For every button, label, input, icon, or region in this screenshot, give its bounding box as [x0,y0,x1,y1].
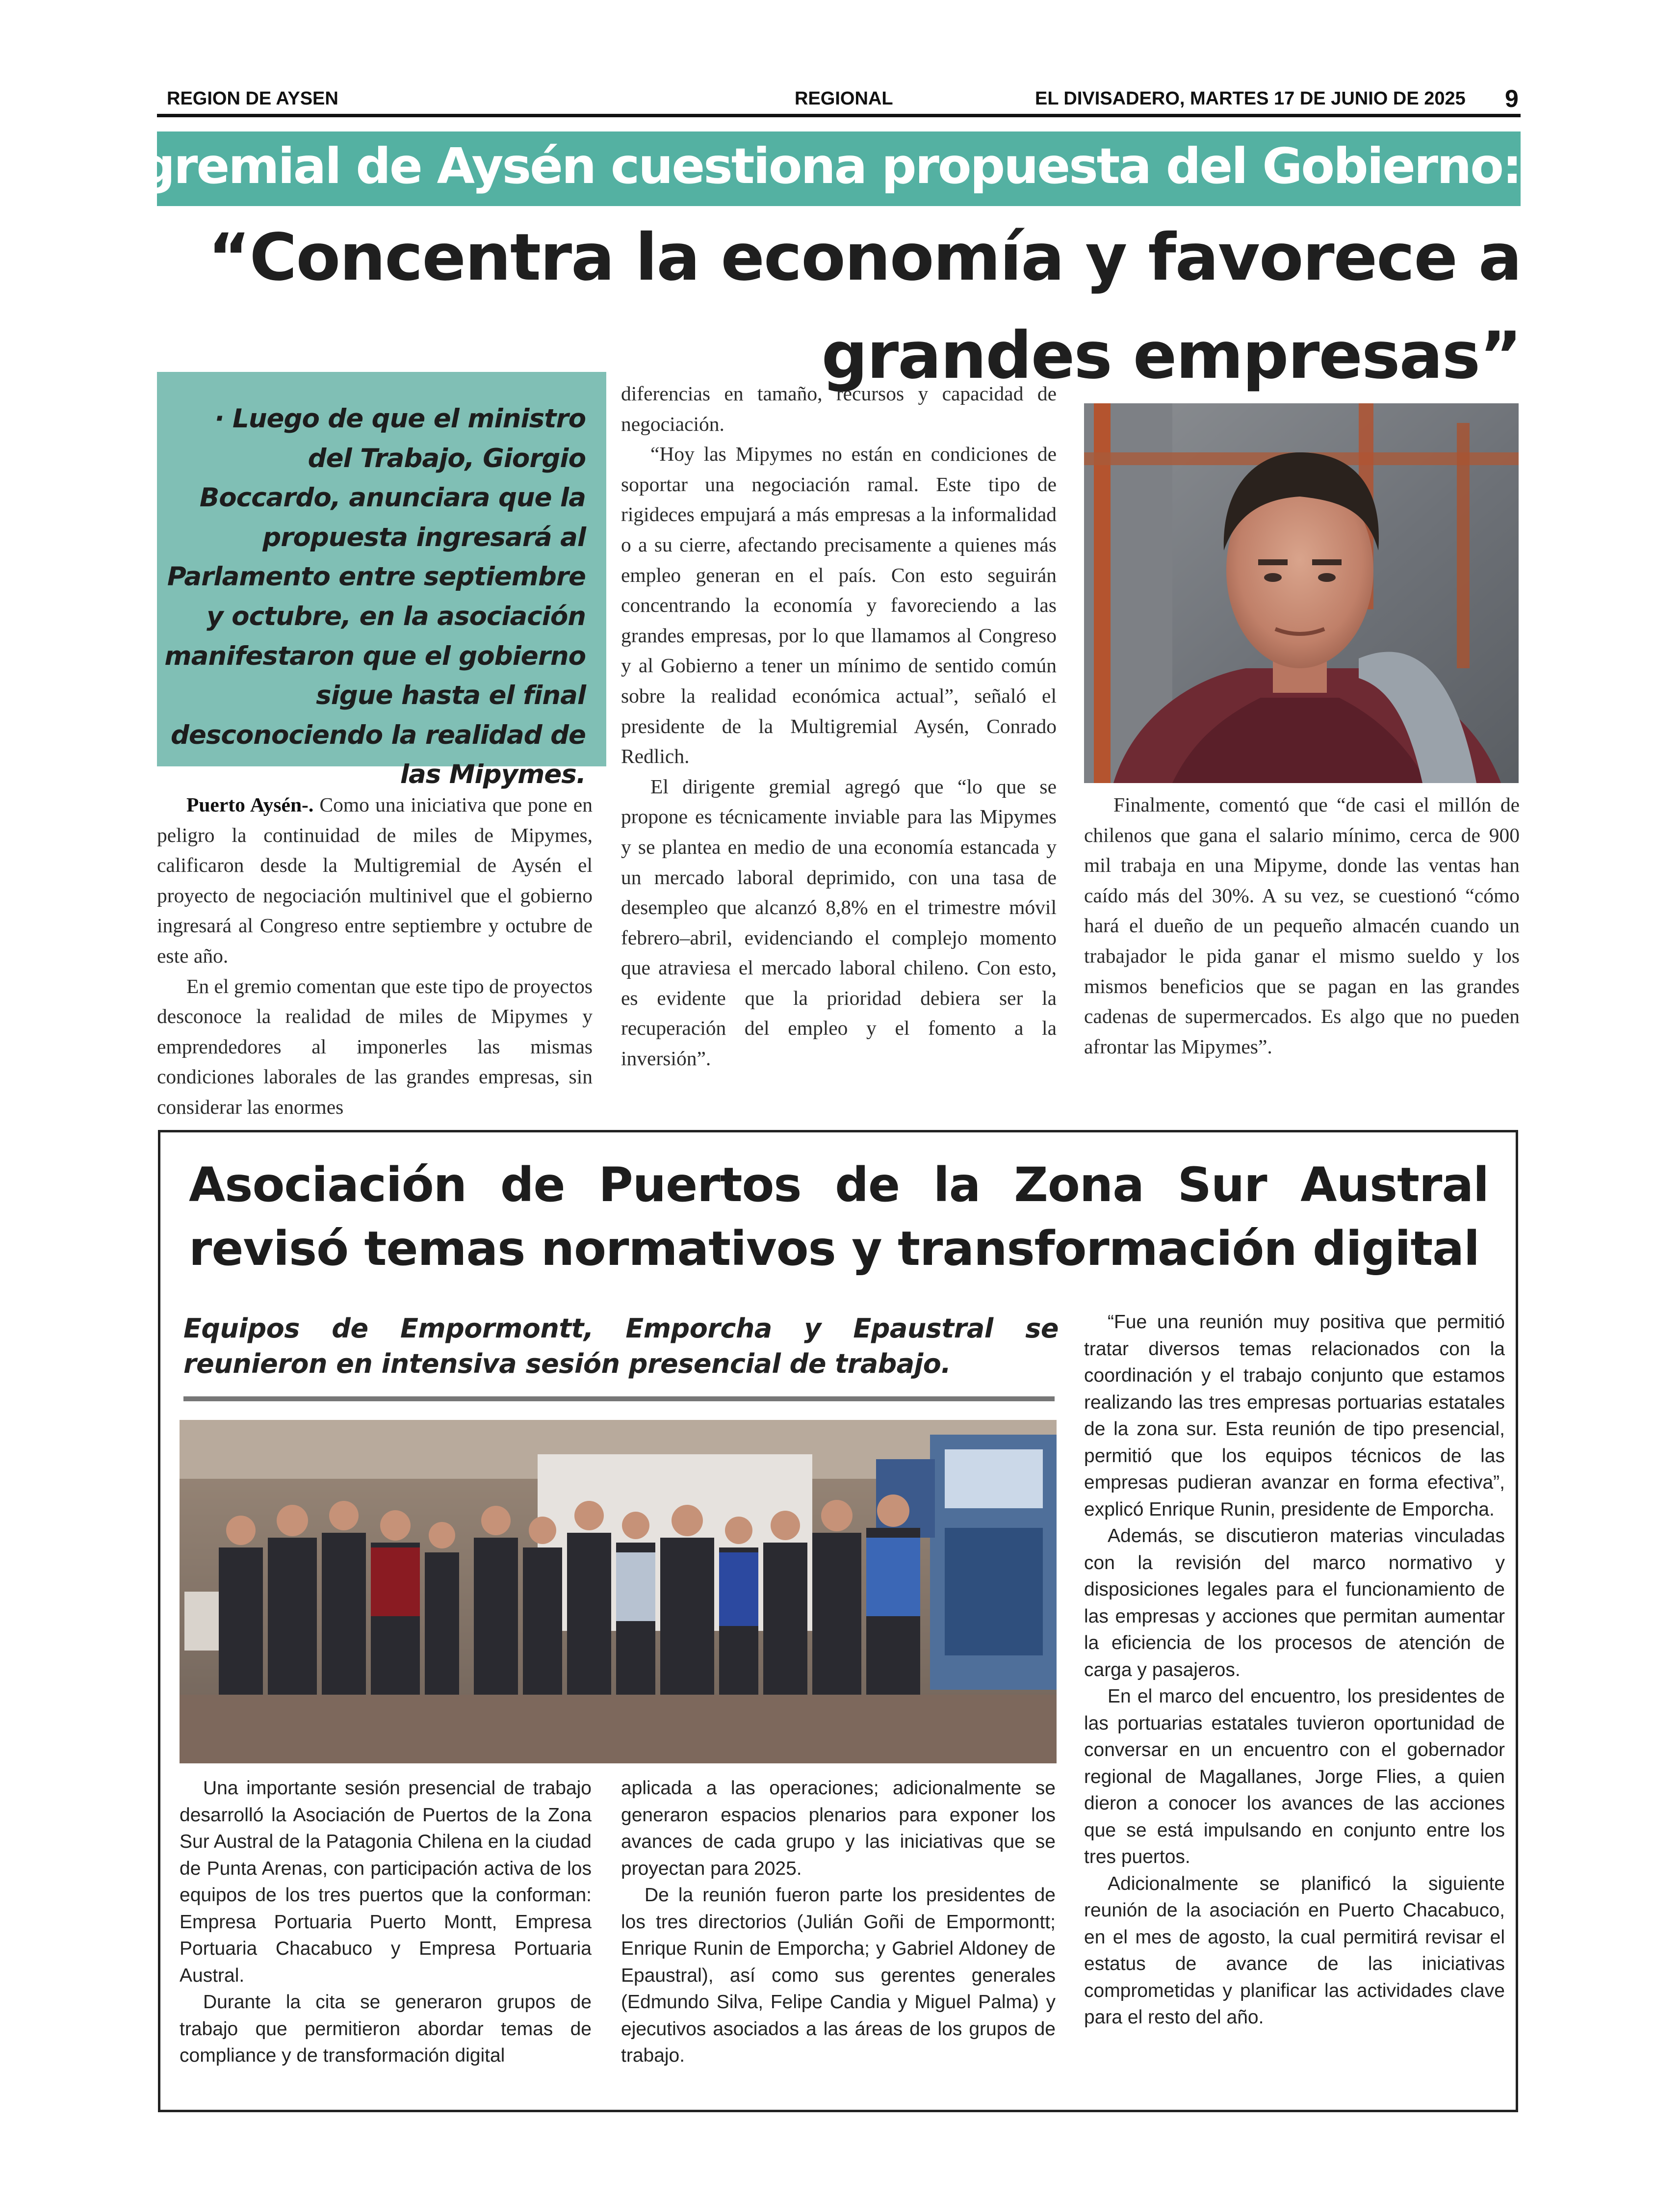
paragraph: El dirigente gremial agregó que “lo que se propone es técnicamente inviable para las Mipymes y se plantea en medio de una economía estancada y un mercado laboral deprimido, con una tasa de desempleo que alcanzó 8,8% en el trimestre móvil febrero–abril, evidenciando el complejo momento que atraviesa el mercado laboral chileno. Con esto, es evidente que la prioridad debiera ser la recuperación del empleo y el fomento a la inversión”. [621,775,1057,1070]
headline-line-1: “Concentra la economía y favorece a [207,220,1521,295]
article-banner [6,131,1521,206]
portrait-photo [1084,403,1519,783]
category-label: REGIONAL [795,88,893,109]
header-rule [157,114,1521,117]
paragraph: “Fue una reunión muy positiva que permitió tratar diversos temas relacionados con la coordinación y el trabajo conjunto que estamos realizando las tres empresas portuarias estatales de la zona sur. Esta reunión de tipo presencial, permitió que los equipos técnicos de las empresas pudieran avanzar en forma efectiva”, explicó Enrique Runin, presidente de Emporcha. [1084,1311,1505,1520]
section-label: REGION DE AYSEN [167,88,338,109]
dateline: Puerto Aysén-. [186,793,314,816]
lead-box [157,372,606,790]
paragraph: En el marco del encuentro, los presidentes de las portuarias estatales tuvieron oportunidad de conversar en un encuentro con el gobernador regional de Magallanes, Jorge Flies, a quien dieron a conocer los avances de las acciones que se está impulsando en conjunto entre los tres puertos. [1084,1686,1505,1867]
lead-text: · Luego de que el ministro del Trabajo, Giorgio Boccardo, anunciara que la propuesta ingresará al Parlamento entre septiembre y octubre, en la asociación manifestaron que el gobierno sigue hasta el final desconociendo la realidad de las Mipymes. [164,404,586,790]
paragraph: diferencias en tamaño, recursos y capacidad de negociación. [621,382,1057,435]
paragraph: Durante la cita se generaron grupos de trabajo que permitieron abordar temas de compliance y de transformación digital [180,1992,592,2066]
paragraph: aplicada a las operaciones; adicionalmente se generaron espacios plenarios para exponer los avances de cada grupo y las iniciativas que se proyectan para 2025. [621,1778,1056,1879]
paragraph: De la reunión fueron parte los presidentes de los tres directorios (Julián Goñi de Empormontt; Enrique Runin de Emporcha; y Gabriel Aldoney de Epaustral), así como sus gerentes generales (Edmundo Silva, Felipe Candia y Miguel Palma) y ejecutivos asociados a las áreas de los grupos de trabajo. [621,1885,1056,2066]
paragraph: En el gremio comentan que este tipo de proyectos desconoce la realidad de miles de Mipymes y emprendedores al imponerles las mismas condiciones laborales de las grandes empresas, sin considerar las enormes [157,974,593,1118]
article2-title: Asociación de Puertos de la Zona Sur Austral revisó temas normativos y transformación digital [189,1157,1489,1276]
paragraph: Como una iniciativa que pone en peligro la continuidad de miles de Mipymes, calificaron desde la Multigremial de Aysén el proyecto de negociación multinivel que el gobierno ingresará al Congreso entre septiembre y octubre de este año. [157,793,593,967]
headline-line-2: grandes empresas” [821,318,1521,393]
paragraph: Una importante sesión presencial de trabajo desarrolló la Asociación de Puertos de la Zona Sur Austral de la Patagonia Chilena en la ciudad de Punta Arenas, con participación activa de los equipos de los tres puertos que la conforman: Empresa Portuaria Puerto Montt, Empresa Portuaria Chacabuco y Empresa Portuaria Austral. [180,1778,592,1986]
article2-column-1 [180,1775,592,2070]
article2-subtitle: Equipos de Empormontt, Emporcha y Epaustral se reunieron en intensiva sesión presencial de trabajo. [183,1313,1059,1379]
article2-column-2 [621,1775,1056,2070]
article1-column-2 [621,379,1057,1074]
subtitle-rule [183,1396,1055,1401]
article1-column-3 [1084,790,1520,1062]
paragraph: “Hoy las Mipymes no están en condiciones de soportar una negociación ramal. Este tipo de rigideces empujará a más empresas a la informalidad o a su cierre, afectando precisamente a quienes más empleo generan en el país. Con esto seguirán concentrando la economía y favoreciendo a las grandes empresas, por lo que llamamos al Congreso y al Gobierno a tener un mínimo de sentido común sobre la realidad económica actual”, señaló el presidente de la Multigremial Aysén, Conrado Redlich. [621,443,1057,768]
paragraph: Finalmente, comentó que “de casi el millón de chilenos que gana el salario mínimo, cerca de 900 mil trabaja en una Mipyme, donde las ventas han caído más del 30%. A su vez, se cuestionó “cómo hará el dueño de un pequeño almacén cuando un trabajador le pida ganar el mismo sueldo y los mismos beneficios que se pagan en las grandes cadenas de supermercados. Es algo que no pueden afrontar las Mipymes”. [1084,793,1520,1058]
paragraph: Adicionalmente se planificó la siguiente reunión de la asociación en Puerto Chacabuco, en el mes de agosto, la cual permitirá revisar el estatus de avance de las iniciativas comprometidas y planificar las actividades clave para el resto del año. [1084,1873,1505,2028]
group-photo [180,1420,1057,1763]
article1-column-1 [157,790,593,1123]
article2-column-3 [1084,1309,1505,2031]
page-number: 9 [1505,85,1519,112]
edition-date: EL DIVISADERO, MARTES 17 DE JUNIO DE 2025 [1035,88,1466,109]
banner-title: Multigremial de Aysén cuestiona propuesta del Gobierno: [6,137,1521,195]
paragraph: Además, se discutieron materias vinculadas con la revisión del marco normativo y disposiciones legales para el funcionamiento de las empresas y acciones que permitan aumentar la eficiencia de los procesos de atención de carga y pasajeros. [1084,1525,1505,1680]
